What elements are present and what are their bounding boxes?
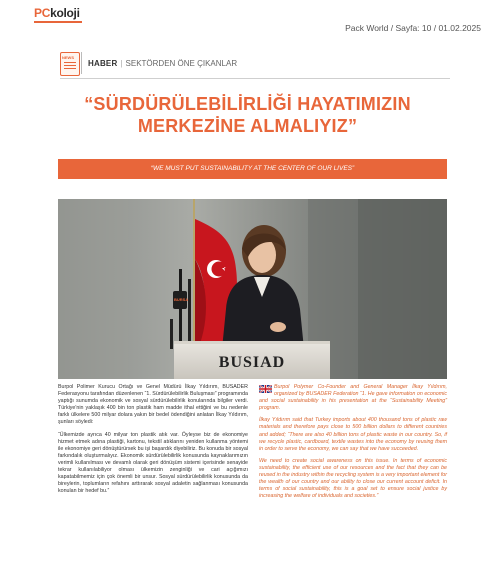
- en-paragraph: Burpol Polymer Co-Founder and General Manager İlkay Yıldırım, organized by BUSADER Federation “1. He gave information on economic and social sustainability in his presentation at the “Sustainability Meeting” program.: [259, 384, 447, 412]
- en-paragraph: We need to create social awareness on this issue. In terms of economic sustainability, the efficient use of our resources and the fact that they can be reused in the industry within the recycling system is a very important element for the wealth of our country and our ability to close our current account deficit. In terms of social sustainability, this is a goal set to ensure social justice by increasing the welfare of individuals and societies.”: [259, 457, 447, 500]
- headline-line-1: “SÜRDÜRÜLEBİLİRLİĞİ HAYATIMIZIN: [84, 94, 411, 114]
- news-icon-line: [64, 62, 76, 63]
- en-paragraph: İlkay Yıldırım said that Turkey imports about 400 thousand tons of plastic raw materials and therefore pays close to 500 billion dollars to different countries and added; “There are also 40 billion tons of plastic waste in our country. So, if we recycle plastic, cardboard, textile wastes into the economy by reusing them in order to serve the economy, we can say that we have succeeded.: [259, 417, 447, 452]
- section-divider: [81, 52, 82, 74]
- headline-line-2: MERKEZİNE ALMALIYIZ”: [137, 116, 358, 136]
- page-info: Pack World / Sayfa: 10 / 01.02.2025: [345, 23, 481, 33]
- turkish-column: [58, 384, 248, 500]
- logo-part-1: PC: [34, 6, 51, 20]
- speaker-photo: [58, 199, 447, 379]
- uk-flag-icon: [259, 385, 272, 393]
- tr-paragraph: “Ülkemizde ayrıca 40 milyar ton plastik atık var. Öyleyse biz de ekonomiye hizmet etmek adına plastiği, kartonu, tekstil atıklarını yeniden kullanma yöntemi ile ekonomiye geri dönüştürürsek bu işi başardık diyebiliriz. Bu konuda bir sosyal farkındalık oluşturmalıyız. Ekonomik sürdürülebilirlik konusunda kaynaklarımızın verimli kullanılması ve devamlı olarak geri dönüşüm sistemi içerisinde senayide tekrar kullanılabiliyor olması ülkemizin zenginliği ve cari açığımızı kapatabilmemiz için çok önemli bir unsur. Sosyal sürdürülebilirlik konusunda da bireylerin, toplumların refahını arttırarak sosyal adaletin sağlanması konusunda konulan bir hedef bu.”: [58, 431, 248, 495]
- news-icon-tag: NEWS: [62, 55, 74, 60]
- section-rule: [60, 78, 450, 79]
- mic-label: BURSA: [174, 297, 189, 302]
- news-section-icon: [60, 52, 80, 76]
- english-column: [259, 384, 447, 505]
- english-subtitle-bar: “WE MUST PUT SUSTAINABILITY AT THE CENTER OF OUR LIVES”: [58, 159, 447, 179]
- news-icon-line: [64, 65, 76, 66]
- section-label: HABER | SEKTÖRDEN ÖNE ÇIKANLAR: [88, 59, 238, 68]
- news-icon-line: [64, 68, 76, 69]
- podium-text: BUSIAD: [218, 354, 286, 371]
- tr-paragraph: Burpol Polimer Kurucu Ortağı ve Genel Müdürü İlkay Yıldırım, BUSADER Federasyonu tarafından düzenlenen “1. Sürdürülebilirlik Buluşması” programında yaptığı sunumda ekonomik ve sosyal sürdürülebilirlik konularında bilgiler verdi. Türkiye'nin yaklaşık 400 bin ton plastik ham madde ithal ettiğini ve bu nedenle farklı ülkelere 500 milyar dolara yakın bir bedel ödendiğini anlatan İlkay Yıldırım, şunları söyledi:: [58, 384, 248, 426]
- article-photo: [58, 199, 447, 379]
- section-category: HABER: [88, 59, 118, 68]
- article-headline: [40, 93, 455, 137]
- section-subcategory: SEKTÖRDEN ÖNE ÇIKANLAR: [125, 59, 238, 68]
- magazine-logo: [34, 6, 80, 20]
- logo-part-2: koloji: [50, 6, 80, 20]
- logo-underline: [34, 21, 82, 23]
